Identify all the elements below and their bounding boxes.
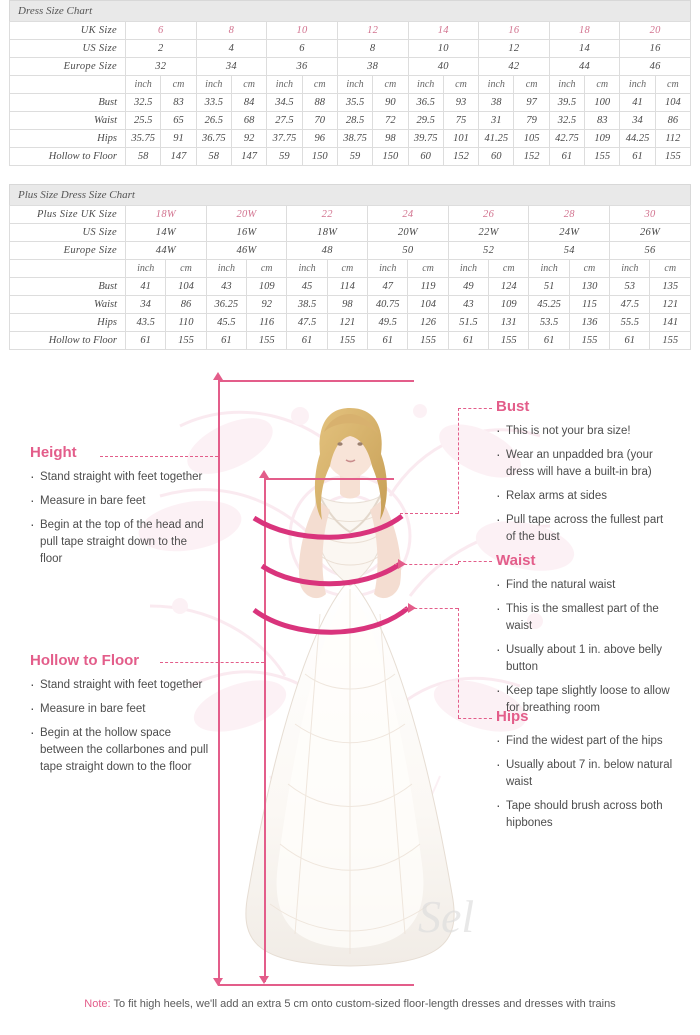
cell: 131 xyxy=(489,314,529,332)
cell: 48 xyxy=(287,242,368,260)
dress-size-chart xyxy=(9,0,691,166)
unit-cm: cm xyxy=(231,76,266,94)
cell: 26 xyxy=(448,206,529,224)
list-item: · Find the natural waist xyxy=(496,577,674,594)
unit-inch: inch xyxy=(126,260,166,278)
waist-tape-line xyxy=(256,554,406,602)
row-label xyxy=(10,260,126,278)
unit-cm: cm xyxy=(327,260,367,278)
hollow-arrow-top xyxy=(259,470,269,478)
cell: 20 xyxy=(620,22,691,40)
unit-inch: inch xyxy=(610,260,650,278)
cell: 60 xyxy=(479,148,514,166)
cell: 92 xyxy=(231,130,266,148)
cell: 4 xyxy=(196,40,267,58)
cell: 130 xyxy=(569,278,609,296)
unit-cm: cm xyxy=(655,76,690,94)
cell: 41 xyxy=(620,94,655,112)
cell: 34 xyxy=(126,296,166,314)
cell: 34 xyxy=(196,58,267,76)
cell: 45 xyxy=(287,278,327,296)
callout-height-title: Height xyxy=(30,444,77,461)
cell: 104 xyxy=(408,296,448,314)
hollow-arrow-bottom xyxy=(259,976,269,984)
cell: 72 xyxy=(373,112,408,130)
table-row-plus-europe-size xyxy=(10,242,691,260)
row-label: US Size xyxy=(10,224,126,242)
cell: 10 xyxy=(267,22,338,40)
cell: 18W xyxy=(287,224,368,242)
cell: 38.75 xyxy=(337,130,372,148)
unit-inch: inch xyxy=(126,76,161,94)
cell: 25.5 xyxy=(126,112,161,130)
table-row-plus-hips xyxy=(10,314,691,332)
measurement-illustration xyxy=(0,356,700,996)
row-label xyxy=(10,76,126,94)
cell: 22W xyxy=(448,224,529,242)
cell: 44W xyxy=(126,242,207,260)
cell: 112 xyxy=(655,130,690,148)
table-row-plus-hollow-to-floor xyxy=(10,332,691,350)
cell: 8 xyxy=(337,40,408,58)
cell: 61 xyxy=(368,332,408,350)
cell: 79 xyxy=(514,112,549,130)
row-label: Hollow to Floor xyxy=(10,332,126,350)
cell: 14W xyxy=(126,224,207,242)
cell: 155 xyxy=(650,332,691,350)
cell: 109 xyxy=(489,296,529,314)
cell: 42.75 xyxy=(549,130,584,148)
cell: 53.5 xyxy=(529,314,569,332)
cell: 49.5 xyxy=(368,314,408,332)
cell: 16 xyxy=(479,22,550,40)
hips-label-leader xyxy=(458,718,492,719)
cell: 6 xyxy=(126,22,197,40)
table-row-europe-size xyxy=(10,58,691,76)
cell: 101 xyxy=(443,130,478,148)
cell: 58 xyxy=(126,148,161,166)
cell: 98 xyxy=(327,296,367,314)
cell: 61 xyxy=(549,148,584,166)
list-item: · Keep tape slightly loose to allow for breathing room xyxy=(496,683,674,717)
cell: 124 xyxy=(489,278,529,296)
row-label: US Size xyxy=(10,40,126,58)
cell: 98 xyxy=(373,130,408,148)
row-label: Plus Size UK Size xyxy=(10,206,126,224)
cell: 96 xyxy=(302,130,337,148)
cell: 38 xyxy=(479,94,514,112)
cell: 6 xyxy=(267,40,338,58)
cell: 119 xyxy=(408,278,448,296)
unit-inch: inch xyxy=(206,260,246,278)
bust-tape-line xyxy=(250,504,410,554)
waist-arrow xyxy=(398,559,406,569)
cell: 65 xyxy=(161,112,196,130)
cell: 126 xyxy=(408,314,448,332)
unit-inch: inch xyxy=(529,260,569,278)
cell: 75 xyxy=(443,112,478,130)
cell: 43 xyxy=(206,278,246,296)
list-item: · This is not your bra size! xyxy=(496,423,674,440)
unit-inch: inch xyxy=(287,260,327,278)
unit-cm: cm xyxy=(247,260,287,278)
table-row-plus-uk-size xyxy=(10,206,691,224)
row-label: Waist xyxy=(10,296,126,314)
cell: 104 xyxy=(655,94,690,112)
cell: 39.5 xyxy=(549,94,584,112)
table-row-units xyxy=(10,76,691,94)
cell: 61 xyxy=(448,332,488,350)
cell: 47 xyxy=(368,278,408,296)
cell: 83 xyxy=(585,112,620,130)
cell: 155 xyxy=(247,332,287,350)
table-row-waist xyxy=(10,112,691,130)
cell: 115 xyxy=(569,296,609,314)
list-item: · Stand straight with feet together xyxy=(30,677,210,694)
cell: 14 xyxy=(549,40,620,58)
cell: 152 xyxy=(514,148,549,166)
cell: 28 xyxy=(529,206,610,224)
callout-waist-title: Waist xyxy=(496,552,536,569)
cell: 155 xyxy=(655,148,690,166)
table-row-plus-us-size xyxy=(10,224,691,242)
cell: 155 xyxy=(489,332,529,350)
list-item: · Begin at the hollow space between the collarbones and pull tape straight down to the floor xyxy=(30,725,210,776)
list-item: · This is the smallest part of the waist xyxy=(496,601,674,635)
cell: 34 xyxy=(620,112,655,130)
cell: 31 xyxy=(479,112,514,130)
unit-inch: inch xyxy=(267,76,302,94)
callout-hips-list xyxy=(496,733,674,832)
table-row-plus-units xyxy=(10,260,691,278)
cell: 155 xyxy=(585,148,620,166)
cell: 36.25 xyxy=(206,296,246,314)
callout-bust-list xyxy=(496,423,674,546)
callout-waist-list xyxy=(496,577,674,717)
list-item: · Find the widest part of the hips xyxy=(496,733,674,750)
table-row-hips xyxy=(10,130,691,148)
cell: 43 xyxy=(448,296,488,314)
cell: 44 xyxy=(549,58,620,76)
unit-cm: cm xyxy=(302,76,337,94)
cell: 105 xyxy=(514,130,549,148)
cell: 70 xyxy=(302,112,337,130)
cell: 55.5 xyxy=(610,314,650,332)
waist-label-leader xyxy=(458,561,492,562)
list-item: · Pull tape across the fullest part of the bust xyxy=(496,512,674,546)
cell: 121 xyxy=(650,296,691,314)
height-arrow-top xyxy=(213,372,223,380)
unit-cm: cm xyxy=(443,76,478,94)
row-label: Waist xyxy=(10,112,126,130)
footer-note xyxy=(0,998,700,1010)
cell: 46 xyxy=(620,58,691,76)
cell: 27.5 xyxy=(267,112,302,130)
cell: 152 xyxy=(443,148,478,166)
cell: 93 xyxy=(443,94,478,112)
cell: 104 xyxy=(166,278,206,296)
row-label: UK Size xyxy=(10,22,126,40)
cell: 56 xyxy=(610,242,691,260)
table-row-bust xyxy=(10,94,691,112)
cell: 34.5 xyxy=(267,94,302,112)
cell: 20W xyxy=(368,224,449,242)
cell: 90 xyxy=(373,94,408,112)
callout-hips-title: Hips xyxy=(496,708,529,725)
list-item: · Usually about 7 in. below natural waist xyxy=(496,757,674,791)
dress-size-table xyxy=(9,21,691,166)
cell: 59 xyxy=(337,148,372,166)
cell: 59 xyxy=(267,148,302,166)
height-top-tick xyxy=(218,380,414,382)
row-label: Bust xyxy=(10,94,126,112)
hips-tape-line xyxy=(248,596,416,648)
list-item: · Relax arms at sides xyxy=(496,488,674,505)
callout-bust xyxy=(496,398,674,553)
cell: 44.25 xyxy=(620,130,655,148)
height-guide-line xyxy=(218,380,220,984)
cell: 155 xyxy=(327,332,367,350)
callout-hips xyxy=(496,708,674,839)
cell: 88 xyxy=(302,94,337,112)
cell: 35.75 xyxy=(126,130,161,148)
cell: 20W xyxy=(206,206,287,224)
cell: 10 xyxy=(408,40,479,58)
cell: 28.5 xyxy=(337,112,372,130)
cell: 121 xyxy=(327,314,367,332)
cell: 58 xyxy=(196,148,231,166)
callout-hollow-to-floor xyxy=(30,652,210,783)
cell: 61 xyxy=(610,332,650,350)
unit-inch: inch xyxy=(479,76,514,94)
cell: 86 xyxy=(166,296,206,314)
table-row-plus-bust xyxy=(10,278,691,296)
cell: 147 xyxy=(231,148,266,166)
unit-cm: cm xyxy=(161,76,196,94)
cell: 16 xyxy=(620,40,691,58)
cell: 43.5 xyxy=(126,314,166,332)
cell: 8 xyxy=(196,22,267,40)
cell: 40 xyxy=(408,58,479,76)
cell: 92 xyxy=(247,296,287,314)
cell: 136 xyxy=(569,314,609,332)
unit-inch: inch xyxy=(448,260,488,278)
cell: 45.25 xyxy=(529,296,569,314)
unit-cm: cm xyxy=(569,260,609,278)
cell: 54 xyxy=(529,242,610,260)
cell: 30 xyxy=(610,206,691,224)
cell: 38.5 xyxy=(287,296,327,314)
unit-inch: inch xyxy=(408,76,443,94)
cell: 32.5 xyxy=(126,94,161,112)
cell: 147 xyxy=(161,148,196,166)
cell: 68 xyxy=(231,112,266,130)
cell: 36 xyxy=(267,58,338,76)
cell: 26W xyxy=(610,224,691,242)
list-item: · Usually about 1 in. above belly button xyxy=(496,642,674,676)
hips-arrow xyxy=(408,603,416,613)
table-row-plus-waist xyxy=(10,296,691,314)
cell: 141 xyxy=(650,314,691,332)
cell: 155 xyxy=(569,332,609,350)
cell: 135 xyxy=(650,278,691,296)
hips-leader-vertical xyxy=(458,608,459,718)
cell: 12 xyxy=(479,40,550,58)
callout-waist xyxy=(496,552,674,724)
cell: 84 xyxy=(231,94,266,112)
row-label: Europe Size xyxy=(10,242,126,260)
cell: 97 xyxy=(514,94,549,112)
cell: 61 xyxy=(126,332,166,350)
cell: 16W xyxy=(206,224,287,242)
cell: 51.5 xyxy=(448,314,488,332)
list-item: · Stand straight with feet together xyxy=(30,469,205,486)
callout-hollow-list xyxy=(30,677,210,776)
cell: 40.75 xyxy=(368,296,408,314)
list-item: · Measure in bare feet xyxy=(30,701,210,718)
cell: 39.75 xyxy=(408,130,443,148)
callout-hollow-title: Hollow to Floor xyxy=(30,652,140,669)
cell: 33.5 xyxy=(196,94,231,112)
row-label: Hips xyxy=(10,314,126,332)
cell: 18W xyxy=(126,206,207,224)
unit-cm: cm xyxy=(166,260,206,278)
list-item: · Measure in bare feet xyxy=(30,493,205,510)
unit-cm: cm xyxy=(650,260,691,278)
cell: 36.75 xyxy=(196,130,231,148)
unit-inch: inch xyxy=(620,76,655,94)
table-row-hollow-to-floor xyxy=(10,148,691,166)
callout-height-list xyxy=(30,469,205,568)
cell: 35.5 xyxy=(337,94,372,112)
callout-bust-title: Bust xyxy=(496,398,530,415)
footer-note-label: Note: xyxy=(84,998,111,1010)
cell: 61 xyxy=(529,332,569,350)
cell: 46W xyxy=(206,242,287,260)
cell: 51 xyxy=(529,278,569,296)
cell: 49 xyxy=(448,278,488,296)
bust-leader-vertical xyxy=(458,408,459,514)
cell: 45.5 xyxy=(206,314,246,332)
row-label: Europe Size xyxy=(10,58,126,76)
list-item: · Begin at the top of the head and pull tape straight down to the floor xyxy=(30,517,205,568)
cell: 116 xyxy=(247,314,287,332)
cell: 12 xyxy=(337,22,408,40)
table-row-us-size xyxy=(10,40,691,58)
cell: 32.5 xyxy=(549,112,584,130)
unit-inch: inch xyxy=(368,260,408,278)
cell: 47.5 xyxy=(610,296,650,314)
cell: 150 xyxy=(373,148,408,166)
cell: 50 xyxy=(368,242,449,260)
watermark-text: Sel xyxy=(418,891,475,942)
cell: 86 xyxy=(655,112,690,130)
cell: 150 xyxy=(302,148,337,166)
cell: 61 xyxy=(287,332,327,350)
cell: 100 xyxy=(585,94,620,112)
cell: 29.5 xyxy=(408,112,443,130)
cell: 41.25 xyxy=(479,130,514,148)
cell: 110 xyxy=(166,314,206,332)
row-label: Hips xyxy=(10,130,126,148)
cell: 109 xyxy=(247,278,287,296)
cell: 155 xyxy=(166,332,206,350)
cell: 83 xyxy=(161,94,196,112)
cell: 37.75 xyxy=(267,130,302,148)
table-row-uk-size xyxy=(10,22,691,40)
cell: 60 xyxy=(408,148,443,166)
list-item: · Wear an unpadded bra (your dress will have a built-in bra) xyxy=(496,447,674,481)
bust-label-leader xyxy=(458,408,492,409)
unit-cm: cm xyxy=(373,76,408,94)
callout-height xyxy=(30,444,205,575)
cell: 61 xyxy=(620,148,655,166)
unit-inch: inch xyxy=(196,76,231,94)
cell: 38 xyxy=(337,58,408,76)
cell: 36.5 xyxy=(408,94,443,112)
unit-cm: cm xyxy=(514,76,549,94)
list-item: · Tape should brush across both hipbones xyxy=(496,798,674,832)
cell: 14 xyxy=(408,22,479,40)
cell: 41 xyxy=(126,278,166,296)
plus-size-dress-size-chart xyxy=(9,184,691,350)
unit-cm: cm xyxy=(408,260,448,278)
cell: 91 xyxy=(161,130,196,148)
hollow-top-tick xyxy=(264,478,394,480)
unit-cm: cm xyxy=(585,76,620,94)
cell: 61 xyxy=(206,332,246,350)
cell: 114 xyxy=(327,278,367,296)
bust-leader-line xyxy=(400,513,458,514)
cell: 47.5 xyxy=(287,314,327,332)
cell: 24W xyxy=(529,224,610,242)
cell: 42 xyxy=(479,58,550,76)
cell: 53 xyxy=(610,278,650,296)
cell: 22 xyxy=(287,206,368,224)
row-label: Bust xyxy=(10,278,126,296)
cell: 52 xyxy=(448,242,529,260)
plus-size-table xyxy=(9,205,691,350)
cell: 2 xyxy=(126,40,197,58)
unit-cm: cm xyxy=(489,260,529,278)
cell: 109 xyxy=(585,130,620,148)
plus-size-chart-title: Plus Size Dress Size Chart xyxy=(9,184,691,205)
unit-inch: inch xyxy=(549,76,584,94)
cell: 18 xyxy=(549,22,620,40)
dress-size-chart-title: Dress Size Chart xyxy=(9,0,691,21)
cell: 24 xyxy=(368,206,449,224)
footer-note-text: To fit high heels, we'll add an extra 5 cm onto custom-sized floor-length dresses and dresses with trains xyxy=(110,998,616,1010)
unit-inch: inch xyxy=(337,76,372,94)
cell: 32 xyxy=(126,58,197,76)
cell: 155 xyxy=(408,332,448,350)
row-label: Hollow to Floor xyxy=(10,148,126,166)
cell: 26.5 xyxy=(196,112,231,130)
height-bottom-tick xyxy=(218,984,414,986)
